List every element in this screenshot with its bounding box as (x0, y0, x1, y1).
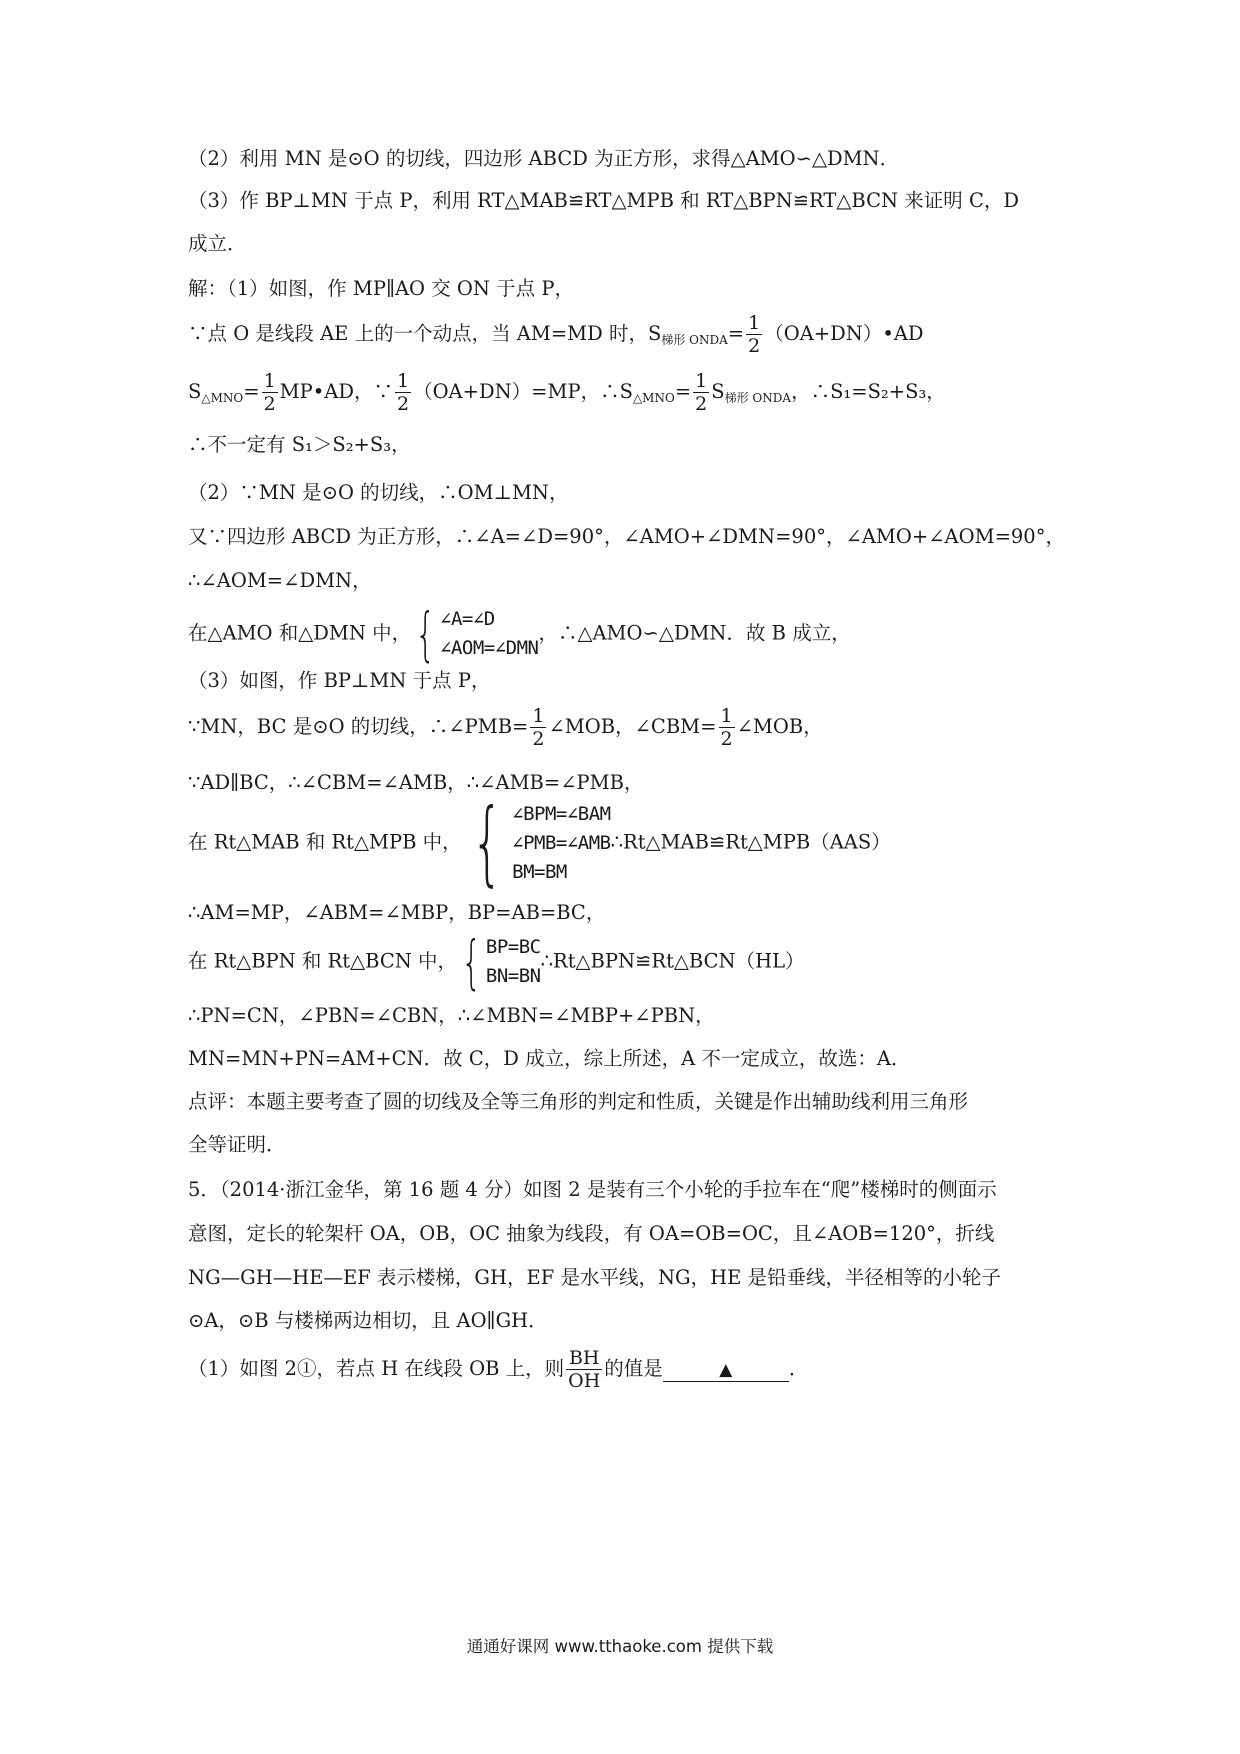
text-segment: S (188, 380, 202, 403)
text-line: ∴不一定有 S₁＞S₂+S₃， (188, 433, 411, 456)
formula-line (188, 1347, 808, 1392)
text-segment: （OA+DN）=MP，∴S (413, 380, 633, 403)
text-line: 点评：本题主要考查了圆的切线及全等三角形的判定和性质，关键是作出辅助线利用三角形 (188, 1090, 969, 1113)
numerator: 1 (720, 705, 733, 727)
case-line: ∠AOM=∠DMN (440, 637, 539, 659)
numerator: 1 (263, 370, 276, 392)
text-segment: = (727, 322, 745, 345)
subscript: 梯形 ONDA (724, 391, 792, 405)
denominator: 2 (396, 393, 410, 415)
text-line: 意图，定长的轮架杆 OA，OB，OC 抽象为线段，有 OA=OB=OC，且∠AOB=120°，折线 (188, 1222, 995, 1245)
subscript: △MNO (201, 391, 244, 405)
left-brace: { (470, 789, 503, 896)
text-line: 5．（2014·浙江金华，第 16 题 4 分）如图 2 是装有三个小轮的手拉车在“爬”楼梯时的侧面示 (188, 1178, 997, 1201)
case-line: ∠BPM=∠BAM (512, 802, 611, 825)
formula-line (188, 928, 805, 996)
text-line: （3）如图，作 BP⊥MN 于点 P， (188, 669, 491, 692)
formula-line (188, 312, 924, 357)
subscript: △MNO (632, 391, 675, 405)
left-brace: { (415, 600, 436, 668)
text-segment: ∵MN，BC 是⊙O 的切线，∴∠PMB= (188, 715, 529, 738)
text-segment: = (243, 380, 260, 403)
text-line: ∴∠AOM=∠DMN， (188, 569, 372, 592)
equation-system (486, 933, 541, 991)
case-line: BP=BC (485, 936, 541, 958)
fraction (262, 370, 278, 415)
formula-line (188, 600, 851, 668)
denominator: 2 (263, 393, 276, 415)
text-line: NG—GH—HE—EF 表示楼梯，GH，EF 是水平线，NG，HE 是铅垂线，半径相等的小轮子 (188, 1266, 1002, 1289)
text-line: （2）利用 MN 是⊙O 的切线，四边形 ABCD 为正方形，求得△AMO∽△DMN． (188, 147, 900, 170)
text-segment: 在 Rt△BPN 和 Rt△BCN 中， (188, 949, 458, 973)
page-footer: 通通好课网 www.tthaoke.com 提供下载 (466, 1637, 774, 1656)
text-segment: MP•AD，∵ (279, 380, 393, 403)
text-line: 又∵四边形 ABCD 为正方形，∴∠A=∠D=90°，∠AMO+∠DMN=90°，∠AMO+∠AOM=90°， (188, 525, 1065, 548)
text-segment: ∠MOB，∠CBM= (548, 715, 717, 738)
text-segment: 在△AMO 和△DMN 中， (188, 621, 412, 645)
text-line: 成立． (188, 232, 247, 255)
fraction (566, 1347, 602, 1392)
equation-system (512, 800, 610, 887)
fraction (530, 705, 546, 750)
fraction (746, 312, 762, 357)
numerator: 1 (748, 312, 761, 334)
text-segment: ． (788, 1357, 809, 1380)
case-line: ∠PMB=∠AMB (512, 831, 611, 854)
text-line: ∴AM=MP，∠ABM=∠MBP，BP=AB=BC， (188, 901, 606, 924)
text-line: ⊙A，⊙B 与楼梯两边相切，且 AO∥GH． (188, 1309, 548, 1332)
fraction (719, 705, 735, 750)
equation-system (440, 605, 538, 663)
formula-line (188, 789, 891, 896)
text-segment: ∠MOB， (736, 715, 823, 738)
denominator: 2 (720, 728, 733, 750)
subscript: 梯形 ONDA (661, 333, 728, 347)
fraction (395, 370, 411, 415)
left-brace: { (461, 928, 482, 996)
numerator: BH (566, 1347, 602, 1370)
text-line: （2）∵MN 是⊙O 的切线，∴OM⊥MN， (188, 481, 569, 504)
denominator: 2 (532, 728, 545, 750)
text-segment: ，∴S₁=S₂+S₃， (791, 380, 946, 403)
formula-line (188, 370, 946, 415)
text-segment: ∵点 O 是线段 AE 上的一个动点，当 AM=MD 时，S (188, 322, 662, 345)
text-segment: （1）如图 2①，若点 H 在线段 OB 上，则 (188, 1357, 565, 1380)
case-line: BN=BN (485, 965, 541, 987)
numerator: 1 (396, 370, 410, 392)
numerator: 1 (532, 705, 545, 727)
text-line: （3）作 BP⊥MN 于点 P，利用 RT△MAB≌RT△MPB 和 RT△BPN≌RT△BCN 来证明 C，D (188, 189, 1020, 212)
text-segment: ∴Rt△BPN≌Rt△BCN（HL） (540, 949, 805, 973)
text-line: MN=MN+PN=AM+CN．故 C，D 成立，综上所述，A 不一定成立，故选：A． (188, 1047, 911, 1070)
text-segment: ，∴△AMO∽△DMN．故 B 成立， (538, 621, 851, 645)
text-segment: = (674, 380, 692, 403)
case-line: BM=BM (512, 860, 567, 883)
denominator: 2 (748, 335, 761, 357)
text-line: ∴PN=CN，∠PBN=∠CBN，∴∠MBN=∠MBP+∠PBN， (188, 1004, 715, 1027)
text-segment: （OA+DN）•AD (764, 322, 924, 345)
fraction (693, 370, 709, 415)
text-line: ∵AD∥BC，∴∠CBM=∠AMB，∴∠AMB=∠PMB， (188, 771, 644, 794)
text-segment: 的值是 (604, 1357, 663, 1380)
text-segment: S (711, 380, 725, 403)
formula-line (188, 705, 823, 750)
denominator: OH (568, 1370, 601, 1392)
numerator: 1 (695, 370, 708, 392)
text-segment: ∴Rt△MAB≌Rt△MPB（AAS） (610, 830, 891, 854)
text-line: 全等证明． (188, 1133, 286, 1156)
text-segment: 在 Rt△MAB 和 Rt△MPB 中， (188, 830, 462, 854)
answer-blank: ▲ (663, 1359, 789, 1382)
text-line: 解：（1）如图，作 MP∥AO 交 ON 于点 P， (188, 277, 574, 300)
denominator: 2 (695, 393, 708, 415)
case-line: ∠A=∠D (440, 608, 495, 630)
